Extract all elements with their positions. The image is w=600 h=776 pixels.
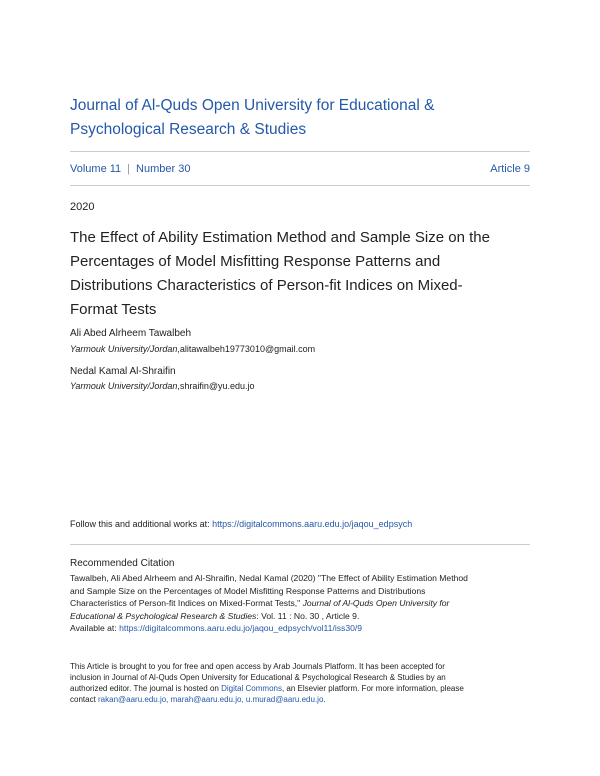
citation-line: and Sample Size on the Percentages of Model Misfitting Response Patterns and Distributions <box>70 585 426 596</box>
notice-line: inclusion in Journal of Al-Quds Open University for Educational & Psychological Research & Studies by an <box>70 673 446 682</box>
citation-line <box>70 597 532 610</box>
author-email: ,shraifin@yu.edu.jo <box>177 381 255 391</box>
article-link[interactable]: Article 9 <box>490 163 530 175</box>
digital-commons-link[interactable]: Digital Commons <box>221 684 282 693</box>
journal-title-line1[interactable]: Journal of Al-Quds Open University for Educational & <box>70 97 435 114</box>
available-link[interactable]: https://digitalcommons.aaru.edu.jo/jaqou_edpsych/vol11/iss30/9 <box>119 623 363 633</box>
follow-line <box>70 519 412 529</box>
citation-text: : Vol. 11 : No. 30 , Article 9. <box>256 610 360 621</box>
author-name: Nedal Kamal Al-Shraifin <box>70 366 176 377</box>
issue-line <box>70 163 530 179</box>
access-notice <box>70 661 510 705</box>
citation-heading: Recommended Citation <box>70 558 175 569</box>
journal-title-line2[interactable]: Psychological Research & Studies <box>70 121 307 138</box>
issue-divider <box>70 185 530 186</box>
available-label: Available at: <box>70 623 120 633</box>
author-affiliation <box>70 381 255 391</box>
article-title-line1: The Effect of Ability Estimation Method and Sample Size on the <box>70 229 490 246</box>
notice-text: . <box>323 695 326 704</box>
notice-text: authorized editor. The journal is hosted on <box>70 684 222 693</box>
author-institution: Yarmouk University/Jordan <box>70 381 178 391</box>
contact-email-link[interactable]: rakan@aaru.edu.jo, marah@aaru.edu.jo, u.murad@aaru.edu.jo <box>98 695 324 704</box>
article-title-line3: Distributions Characteristics of Person-fit Indices on Mixed- <box>70 277 463 294</box>
top-divider <box>70 151 530 152</box>
author-institution: Yarmouk University/Jordan <box>70 344 178 354</box>
author-affiliation <box>70 344 315 354</box>
number-link[interactable]: Number 30 <box>136 163 191 175</box>
notice-line <box>70 683 510 694</box>
citation-divider <box>70 544 530 545</box>
follow-text: Follow this and additional works at: <box>70 519 213 529</box>
citation-journal: Journal of Al-Quds Open University for <box>302 598 450 608</box>
citation-line <box>70 622 532 635</box>
notice-line <box>70 694 510 705</box>
publication-year: 2020 <box>70 201 95 213</box>
notice-text: contact <box>70 695 99 704</box>
author-email: ,alitawalbeh19773010@gmail.com <box>177 344 316 354</box>
volume-link[interactable]: Volume 11 <box>70 163 122 175</box>
notice-text: , an Elsevier platform. For more information, please <box>281 684 464 693</box>
journal-title[interactable] <box>70 94 530 142</box>
citation-text: Characteristics of Person-fit Indices on Mixed-Format Tests," <box>70 598 303 608</box>
issue-separator: | <box>127 163 131 175</box>
citation-line <box>70 610 532 623</box>
citation-block <box>70 572 532 635</box>
notice-line: This Article is brought to you for free and open access by Arab Journals Platform. It has been accepted for <box>70 662 445 671</box>
article-title-line2: Percentages of Model Misfitting Response Patterns and <box>70 253 441 270</box>
article-title <box>70 226 532 322</box>
citation-line: Tawalbeh, Ali Abed Alrheem and Al-Shraifin, Nedal Kamal (2020) "The Effect of Ability Estimation Method <box>70 573 468 583</box>
author-name: Ali Abed Alrheem Tawalbeh <box>70 328 192 339</box>
citation-journal: Educational & Psychological Research & Studies <box>70 610 257 621</box>
follow-link[interactable]: https://digitalcommons.aaru.edu.jo/jaqou_edpsych <box>212 519 413 529</box>
article-title-line4: Format Tests <box>70 301 157 318</box>
